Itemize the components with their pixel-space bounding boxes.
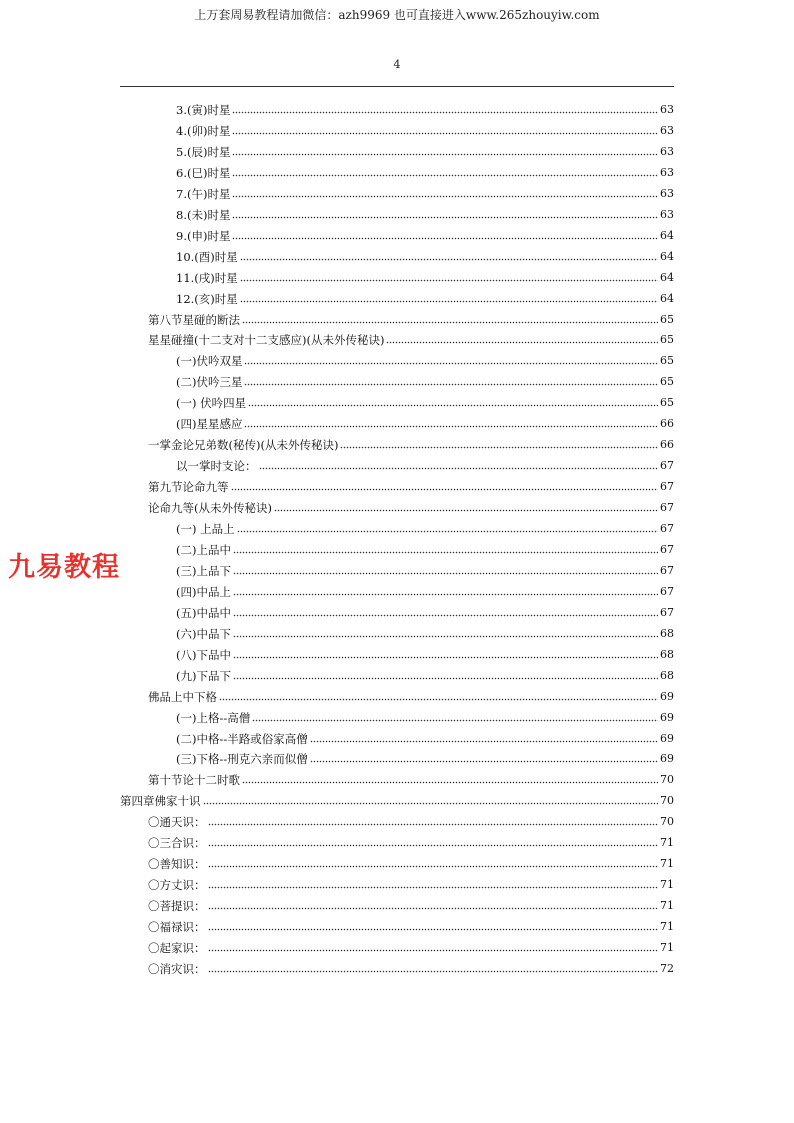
toc-dot-leader [233, 572, 658, 575]
toc-entry[interactable] [120, 787, 674, 808]
toc-dot-leader [232, 195, 658, 198]
toc-dot-leader [310, 740, 658, 743]
toc-entry-title: 9.(申)时星 [176, 228, 231, 243]
toc-entry-page: 63 [660, 165, 674, 179]
toc-entry-title: (一) 伏吟四星 [176, 396, 247, 411]
toc-entry-page: 66 [660, 417, 674, 431]
toc-entry-title: 第十节论十二时歌 [148, 773, 240, 788]
toc-entry-title: 〇方丈识： [148, 878, 206, 893]
toc-entry[interactable] [176, 704, 674, 725]
toc-dot-leader [232, 237, 658, 240]
toc-entry[interactable] [176, 662, 674, 683]
toc-entry-page: 67 [660, 501, 674, 515]
toc-entry-title: (三)上品下 [176, 563, 231, 578]
toc-entry-title: 〇消灾识： [148, 961, 206, 976]
toc-entry-page: 65 [660, 375, 674, 389]
toc-entry[interactable] [176, 201, 674, 222]
toc-entry[interactable] [176, 138, 674, 159]
header-rule [120, 86, 674, 87]
toc-entry-title: 11.(戌)时星 [176, 270, 238, 285]
toc-entry-title: (二)中格--半路或俗家高僧 [176, 731, 308, 746]
toc-dot-leader [244, 425, 658, 428]
toc-entry-page: 63 [660, 186, 674, 200]
toc-entry-title: (五)中品中 [176, 605, 231, 620]
toc-entry-title: (六)中品下 [176, 626, 231, 641]
toc-entry-title: 5.(辰)时星 [176, 144, 231, 159]
toc-entry[interactable] [176, 725, 674, 746]
toc-entry[interactable] [176, 347, 674, 368]
toc-entry[interactable] [176, 536, 674, 557]
toc-dot-leader [242, 321, 658, 324]
toc-dot-leader [232, 216, 658, 219]
toc-dot-leader [232, 153, 658, 156]
toc-entry-title: (一) 上品上 [176, 522, 235, 536]
toc-entry[interactable] [176, 745, 674, 766]
toc-entry-title: (四)星星感应 [176, 417, 243, 432]
toc-entry[interactable] [176, 285, 674, 306]
toc-entry[interactable] [148, 871, 674, 892]
toc-entry[interactable] [148, 766, 674, 787]
header-note: 上万套周易教程请加微信：azh9969 也可直接进入www.265zhouyiw.com [194, 8, 600, 22]
toc-dot-leader [208, 928, 659, 931]
toc-entry-page: 69 [660, 689, 674, 703]
toc-entry[interactable] [176, 599, 674, 620]
toc-entry-title: 第四章佛家十识 [120, 794, 201, 809]
toc-entry[interactable] [176, 515, 674, 536]
toc-entry-title: 论命九等(从未外传秘诀) [148, 501, 272, 516]
toc-entry-page: 67 [660, 522, 674, 535]
toc-dot-leader [203, 802, 659, 805]
toc-entry-page: 67 [660, 584, 674, 598]
toc-dot-leader [237, 530, 658, 533]
toc-entry[interactable] [176, 557, 674, 578]
toc-entry[interactable] [176, 243, 674, 264]
toc-entry[interactable] [176, 452, 674, 473]
toc-entry-title: (一)伏吟双星 [176, 354, 243, 369]
toc-dot-leader [242, 781, 658, 784]
toc-entry-title: 7.(午)时星 [176, 186, 231, 201]
toc-dot-leader [240, 258, 658, 261]
toc-entry-title: (三)下格--刑克六亲而似僧 [176, 752, 308, 767]
toc-entry[interactable] [176, 368, 674, 389]
toc-entry-page: 68 [660, 626, 674, 640]
toc-dot-leader [244, 362, 658, 365]
toc-dot-leader [232, 111, 658, 114]
toc-dot-leader [233, 551, 658, 554]
toc-entry-page: 63 [660, 144, 674, 158]
toc-entry[interactable] [176, 578, 674, 599]
toc-entry[interactable] [148, 494, 674, 515]
toc-entry-page: 71 [660, 878, 674, 892]
toc-entry[interactable] [176, 264, 674, 285]
toc-entry-page: 63 [660, 103, 674, 116]
toc-entry-page: 70 [660, 773, 674, 787]
toc-entry-title: 4.(卯)时星 [176, 123, 231, 138]
toc-dot-leader [219, 698, 658, 701]
toc-entry[interactable] [176, 117, 674, 138]
toc-entry-page: 65 [660, 312, 674, 326]
toc-entry-page: 64 [660, 291, 674, 305]
toc-entry-page: 67 [660, 459, 674, 473]
toc-dot-leader [232, 174, 658, 177]
toc-dot-leader [340, 446, 658, 449]
toc-entry-title: 以一掌时支论： [176, 459, 257, 474]
toc-dot-leader [208, 970, 659, 973]
toc-entry-title: 12.(亥)时星 [176, 291, 238, 306]
toc-entry[interactable] [176, 96, 674, 117]
toc-dot-leader [233, 635, 658, 638]
toc-entry[interactable] [176, 410, 674, 431]
toc-entry[interactable] [148, 431, 674, 452]
toc-entry-title: (一)上格--高僧 [176, 710, 251, 725]
toc-dot-leader [232, 132, 658, 135]
toc-dot-leader [244, 383, 658, 386]
toc-dot-leader [208, 907, 659, 910]
toc-entry-page: 65 [660, 354, 674, 368]
toc-dot-leader [252, 719, 658, 722]
toc-entry-title: 3.(寅)时星 [176, 103, 231, 117]
toc-entry-title: 佛品上中下格 [148, 689, 217, 704]
toc-entry-page: 70 [660, 794, 674, 808]
toc-entry-page: 71 [660, 857, 674, 871]
toc-dot-leader [248, 404, 658, 407]
toc-dot-leader [208, 823, 659, 826]
toc-entry-page: 64 [660, 228, 674, 242]
toc-dot-leader [310, 760, 658, 763]
toc-entry-page: 71 [660, 899, 674, 913]
toc-entry-page: 65 [660, 333, 674, 347]
toc-entry-page: 63 [660, 207, 674, 221]
toc-dot-leader [240, 279, 658, 282]
toc-entry[interactable] [148, 683, 674, 704]
toc-entry-title: 〇善知识： [148, 857, 206, 872]
toc-entry-page: 72 [660, 961, 674, 975]
toc-entry-page: 65 [660, 396, 674, 410]
toc-entry-title: 第八节星碰的断法 [148, 312, 240, 327]
toc-entry[interactable] [148, 326, 674, 347]
toc-entry-page: 68 [660, 668, 674, 682]
toc-entry-title: (二)伏吟三星 [176, 375, 243, 390]
toc-entry-page: 67 [660, 563, 674, 577]
toc-entry[interactable] [176, 159, 674, 180]
toc-entry-page: 71 [660, 836, 674, 850]
toc-dot-leader [233, 677, 658, 680]
toc-entry-title: 〇起家识： [148, 941, 206, 955]
toc-dot-leader [240, 300, 658, 303]
toc-entry-page: 68 [660, 647, 674, 661]
toc-entry[interactable] [148, 473, 674, 494]
toc-dot-leader [208, 844, 659, 847]
toc-entry[interactable] [148, 850, 674, 871]
toc-entry-page: 70 [660, 815, 674, 829]
toc-entry[interactable] [176, 222, 674, 243]
watermark-logo: 九易教程 [8, 552, 120, 583]
toc-entry-title: 6.(巳)时星 [176, 165, 231, 180]
toc-dot-leader [208, 949, 659, 952]
toc-dot-leader [233, 593, 658, 596]
page-number: 4 [393, 58, 401, 71]
toc-entry-title: 第九节论命九等 [148, 480, 229, 495]
toc-entry-title: (四)中品上 [176, 584, 231, 599]
toc-entry-page: 69 [660, 731, 674, 745]
toc-entry[interactable] [176, 620, 674, 641]
toc-entry-page: 69 [660, 710, 674, 724]
toc-entry-page: 71 [660, 920, 674, 934]
toc-entry-page: 66 [660, 438, 674, 452]
toc-entry-title: 星星碰撞(十二支对十二支感应)(从未外传秘诀) [148, 333, 385, 348]
toc-entry-page: 64 [660, 249, 674, 263]
toc-entry[interactable] [176, 641, 674, 662]
toc-dot-leader [259, 467, 659, 470]
toc-entry[interactable] [148, 934, 674, 955]
toc-dot-leader [208, 886, 659, 889]
toc-entry-page: 67 [660, 605, 674, 619]
toc-entry[interactable] [148, 808, 674, 829]
toc-entry-title: (九)下品下 [176, 668, 231, 683]
toc-entry-title: 〇三合识： [148, 836, 206, 851]
toc-entry[interactable] [148, 913, 674, 934]
toc-entry-page: 67 [660, 542, 674, 556]
toc-entry[interactable] [148, 306, 674, 327]
toc-entry[interactable] [148, 829, 674, 850]
toc-dot-leader [274, 509, 658, 512]
toc-entry-title: (二)上品中 [176, 542, 231, 557]
toc-entry-title: (八)下品中 [176, 647, 231, 662]
toc-entry-title: 一掌金论兄弟数(秘传)(从未外传秘诀) [148, 438, 339, 453]
toc-entry-title: 10.(酉)时星 [176, 249, 238, 264]
toc-entry-title: 〇福禄识： [148, 920, 206, 935]
toc-dot-leader [233, 614, 658, 617]
toc-entry-title: 〇通天识： [148, 815, 206, 830]
toc-entry-page: 64 [660, 270, 674, 284]
toc-dot-leader [233, 656, 658, 659]
toc-dot-leader [386, 341, 658, 344]
toc-entry-page: 63 [660, 123, 674, 137]
toc-entry-page: 71 [660, 941, 674, 954]
toc-entry[interactable] [176, 389, 674, 410]
toc-entry[interactable] [148, 892, 674, 913]
toc-entry-title: 8.(未)时星 [176, 207, 231, 222]
toc-entry[interactable] [148, 955, 674, 976]
toc-entry-page: 67 [660, 480, 674, 494]
toc-entry[interactable] [176, 180, 674, 201]
toc-entry-title: 〇菩提识： [148, 899, 206, 914]
toc-dot-leader [231, 488, 659, 491]
toc-dot-leader [208, 865, 659, 868]
toc-entry-page: 69 [660, 752, 674, 766]
